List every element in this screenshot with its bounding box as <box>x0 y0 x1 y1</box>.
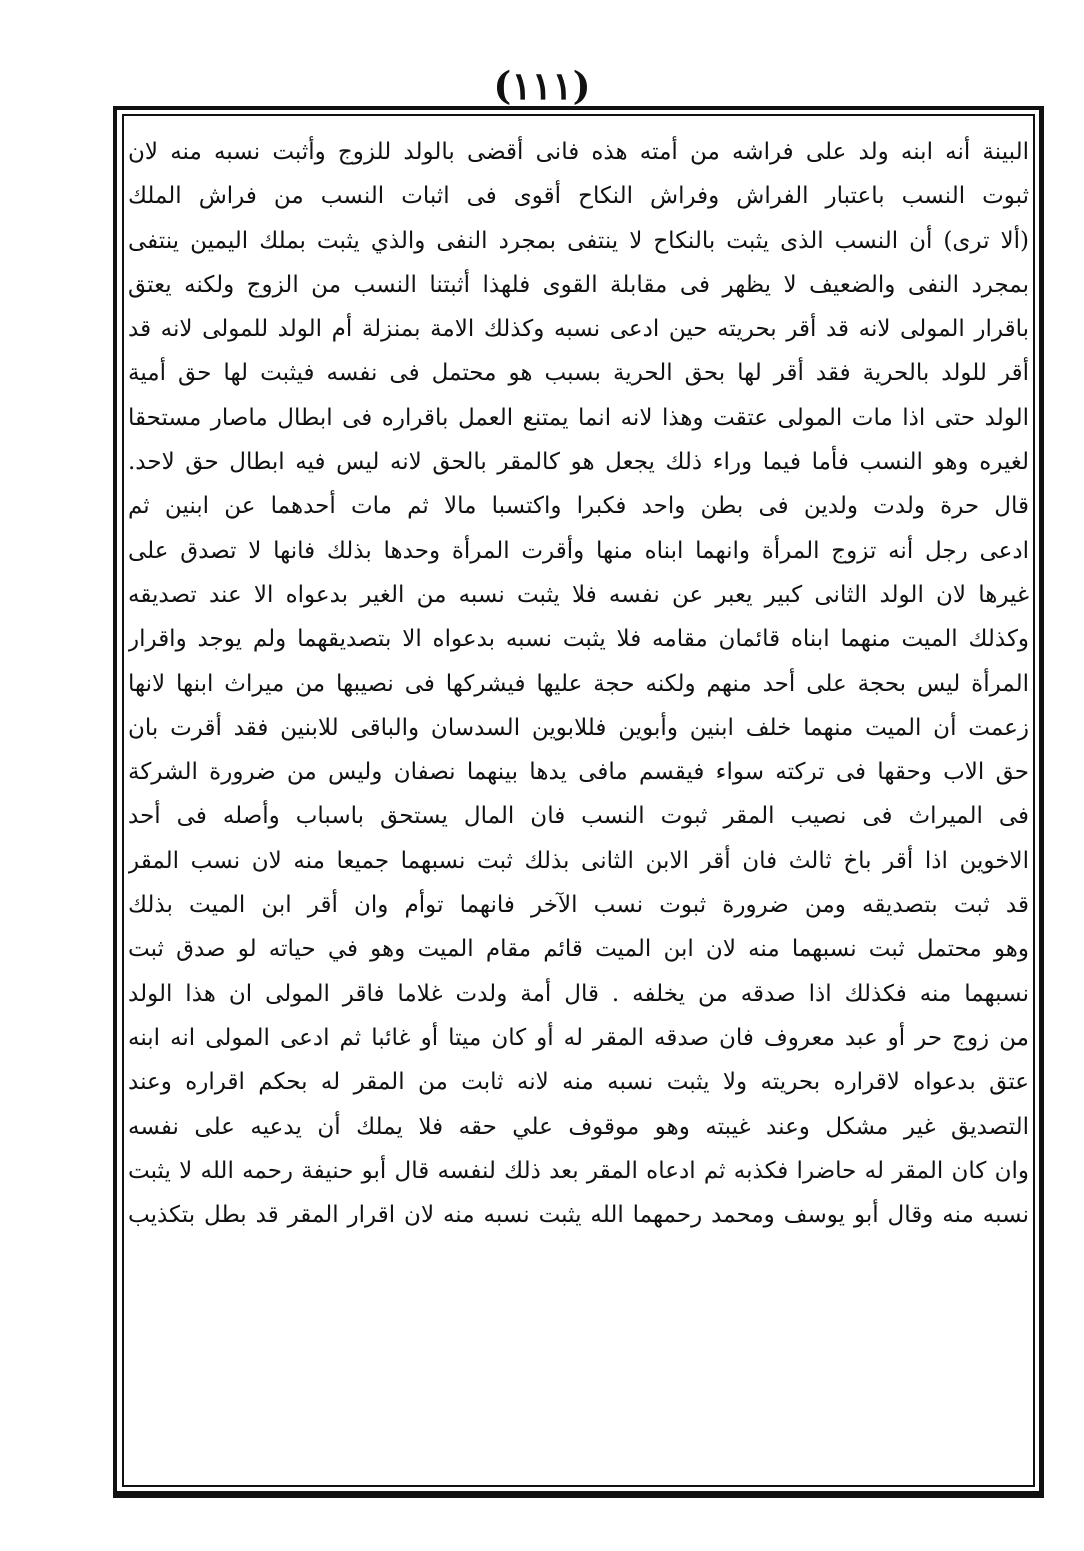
text-line: غيرها لان الولد الثانى كبير يعبر عن نفسه فلا يثبت نسبه من الغير بدعواه الا عند تصديقه <box>128 581 1029 608</box>
text-line: المرأة ليس بحجة على أحد منهم ولكنه حجة عليها فيشركها فى نصيبها من ميراث ابنها لانها <box>128 670 1029 697</box>
text-line: البينة أنه ابنه ولد على فراشه من أمته هذه فانى أقضى بالولد للزوج وأثبت نسبه منه لان <box>128 139 1029 165</box>
text-line: وكذلك الميت منهما ابناه قائمان مقامه فلا يثبت نسبه بدعواه الا بتصديقهما ولم يوجد واقرار <box>128 626 1029 653</box>
text-line: الاخوين اذا أقر باخ ثالث فان أقر الابن الثانى بذلك ثبت نسبهما جميعا منه لان نسب المقر <box>128 847 1029 874</box>
text-line: ثبوت النسب باعتبار الفراش وفراش النكاح أقوى فى اثبات النسب من فراش الملك <box>128 183 1029 210</box>
text-line: وهو محتمل ثبت نسبهما منه لان ابن الميت قائم مقام الميت وهو في حياته لو صدق ثبت <box>128 936 1029 963</box>
text-line: قال حرة ولدت ولدين فى بطن واحد فكبرا واكتسبا مالا ثم مات أحدهما عن ابنين ثم <box>128 493 1029 520</box>
text-line: بمجرد النفى والضعيف لا يظهر فى مقابلة القوى فلهذا أثبتنا النسب من الزوج ولكنه يعتق <box>128 271 1029 298</box>
text-line: نسبهما منه فكذلك اذا صدقه من يخلفه . قال أمة ولدت غلاما فاقر المولى ان هذا الولد <box>128 980 1029 1007</box>
text-line: باقرار المولى لانه قد أقر بحريته حين ادعى نسبه وكذلك الامة بمنزلة أم الولد للمولى لانه قد <box>128 316 1029 343</box>
text-line: التصديق غير مشكل وعند غيبته وهو موقوف علي حقه فلا يملك أن يدعيه على نفسه <box>128 1113 1029 1140</box>
text-line: لغيره وهو النسب فأما فيما وراء ذلك يجعل هو كالمقر بالحق لانه ليس فيه ابطال حق لاحد. <box>128 449 1029 476</box>
text-line: ادعى رجل أنه تزوج المرأة وانهما ابناه منها وأقرت المرأة وحدها بذلك فانها لا تصدق على <box>128 537 1029 564</box>
body-text <box>128 130 1029 1480</box>
text-line: نسبه منه وقال أبو يوسف ومحمد رحمهما الله يثبت نسبه منه لان اقرار المقر قد بطل بتكذيب <box>128 1202 1029 1229</box>
text-line: حق الاب وحقها فى تركته سواء فيقسم مافى يدها بينهما نصفان وليس من ضرورة الشركة <box>128 759 1029 786</box>
text-line: عتق بدعواه لاقراره بحريته ولا يثبت نسبه منه لانه ثابت من المقر له بحكم اقراره وعند <box>128 1069 1029 1096</box>
text-line: زعمت أن الميت منهما خلف ابنين وأبوين فللابوين السدسان والباقى للابنين فقد أقرت بان <box>128 714 1029 741</box>
text-line: أقر للولد بالحرية فقد أقر لها بحق الحرية بسبب هو محتمل فى نفسه فيثبت لها حق أمية <box>128 360 1029 387</box>
text-line: وان كان المقر له حاضرا فكذبه ثم ادعاه المقر بعد ذلك لنفسه قال أبو حنيفة رحمه الله لا يثبت <box>128 1157 1029 1184</box>
text-line: (ألا ترى) أن النسب الذى يثبت بالنكاح لا ينتفى بمجرد النفى والذي يثبت بملك اليمين ينتفى <box>128 227 1029 254</box>
text-line: من زوج حر أو عبد معروف فان صدقه المقر له أو كان ميتا أو غائبا ثم ادعى المولى انه ابنه <box>128 1024 1029 1051</box>
text-line: فى الميراث فى نصيب المقر ثبوت النسب فان المال يستحق باسباب وأصله فى أحد <box>128 803 1029 830</box>
text-line: قد ثبت بتصديقه ومن ضرورة ثبوت نسب الآخر فانهما توأم وان أقر ابن الميت بذلك <box>128 892 1029 919</box>
text-line: الولد حتى اذا مات المولى عتقت وهذا لانه انما يمتنع العمل باقراره فى ابطال ماصار مستحقا <box>128 404 1029 431</box>
page-number: (١١١) <box>493 63 591 108</box>
